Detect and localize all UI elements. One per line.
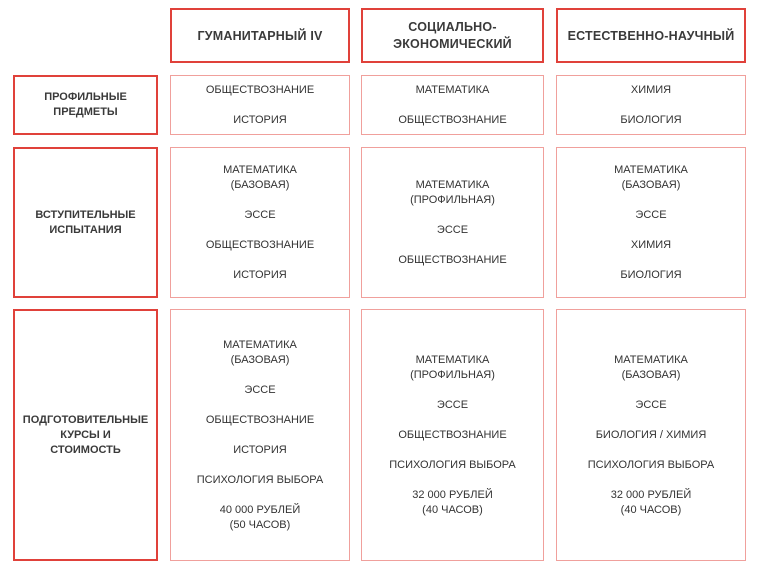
- row-label-entrance-exams: [13, 147, 158, 298]
- column-header-humanitarian: ГУМАНИТАРНЫЙ IV: [170, 8, 350, 63]
- row-label-line: СТОИМОСТЬ: [50, 443, 121, 456]
- cell-item: ОБЩЕСТВОЗНАНИЕ: [398, 428, 507, 441]
- cell-profile-natural-science: [556, 75, 746, 135]
- cell-item: МАТЕМАТИКА (БАЗОВАЯ): [223, 338, 297, 366]
- cell-courses-socio-economic: [361, 309, 544, 561]
- cell-exams-humanitarian: [170, 147, 350, 298]
- column-header-natural-science: ЕСТЕСТВЕННО-НАУЧНЫЙ: [556, 8, 746, 63]
- row-label-line: ПРОФИЛЬНЫЕ: [44, 91, 127, 103]
- cell-item: ОБЩЕСТВОЗНАНИЕ: [398, 113, 507, 126]
- row-label-prep-courses-cost: [13, 309, 158, 561]
- cell-item: 32 000 РУБЛЕЙ (40 ЧАСОВ): [610, 488, 692, 516]
- cell-courses-humanitarian: [170, 309, 350, 561]
- cell-item: МАТЕМАТИКА (БАЗОВАЯ): [223, 163, 297, 191]
- cell-item: МАТЕМАТИКА: [415, 83, 490, 96]
- cell-profile-socio-economic: [361, 75, 544, 135]
- cell-item: МАТЕМАТИКА (ПРОФИЛЬНАЯ): [410, 353, 495, 381]
- cell-item: МАТЕМАТИКА (ПРОФИЛЬНАЯ): [410, 178, 495, 206]
- cell-item: БИОЛОГИЯ: [620, 113, 682, 126]
- cell-item: ОБЩЕСТВОЗНАНИЕ: [205, 413, 315, 426]
- cell-exams-natural-science: [556, 147, 746, 298]
- row-label-line: ИСПЫТАНИЯ: [49, 223, 122, 236]
- cell-item: 40 000 РУБЛЕЙ (50 ЧАСОВ): [219, 503, 301, 531]
- cell-item: ЭССЕ: [635, 208, 667, 221]
- cell-item: ОБЩЕСТВОЗНАНИЕ: [398, 253, 507, 266]
- socio-economic-line-2: ЭКОНОМИЧЕСКИЙ: [393, 36, 512, 51]
- cell-item: ЭССЕ: [635, 398, 667, 411]
- row-label-line: ПОДГОТОВИТЕЛЬНЫЕ: [22, 413, 149, 426]
- cell-item: ПСИХОЛОГИЯ ВЫБОРА: [587, 458, 715, 471]
- cell-item: ИСТОРИЯ: [233, 268, 287, 281]
- cell-item: ЭССЕ: [244, 383, 276, 396]
- cell-item: ЭССЕ: [436, 398, 469, 411]
- row-label-line: ПРЕДМЕТЫ: [53, 106, 118, 118]
- cell-item: 32 000 РУБЛЕЙ (40 ЧАСОВ): [412, 488, 493, 516]
- cell-item: МАТЕМАТИКА (БАЗОВАЯ): [614, 163, 688, 191]
- cell-item: ИСТОРИЯ: [233, 443, 287, 456]
- cell-exams-socio-economic: [361, 147, 544, 298]
- cell-item: ОБЩЕСТВОЗНАНИЕ: [205, 238, 315, 251]
- cell-item: ИСТОРИЯ: [233, 113, 287, 126]
- cell-profile-humanitarian: [170, 75, 350, 135]
- row-label-profile-subjects: [13, 75, 158, 135]
- cell-item: ПСИХОЛОГИЯ ВЫБОРА: [389, 458, 516, 471]
- cell-item: МАТЕМАТИКА (БАЗОВАЯ): [614, 353, 688, 381]
- cell-item: ХИМИЯ: [630, 238, 672, 251]
- cell-item: ХИМИЯ: [630, 83, 672, 96]
- cell-item: БИОЛОГИЯ: [620, 268, 682, 281]
- cell-courses-natural-science: [556, 309, 746, 561]
- cell-item: БИОЛОГИЯ / ХИМИЯ: [595, 428, 707, 441]
- row-label-line: КУРСЫ И: [60, 428, 111, 441]
- cell-item: ЭССЕ: [244, 208, 276, 221]
- cell-item: ОБЩЕСТВОЗНАНИЕ: [205, 83, 315, 96]
- row-label-line: ВСТУПИТЕЛЬНЫЕ: [35, 208, 136, 221]
- cell-item: ПСИХОЛОГИЯ ВЫБОРА: [196, 473, 324, 486]
- cell-item: ЭССЕ: [436, 223, 469, 236]
- socio-economic-line-1: СОЦИАЛЬНО-: [408, 19, 497, 34]
- column-header-socio-economic: [361, 8, 544, 63]
